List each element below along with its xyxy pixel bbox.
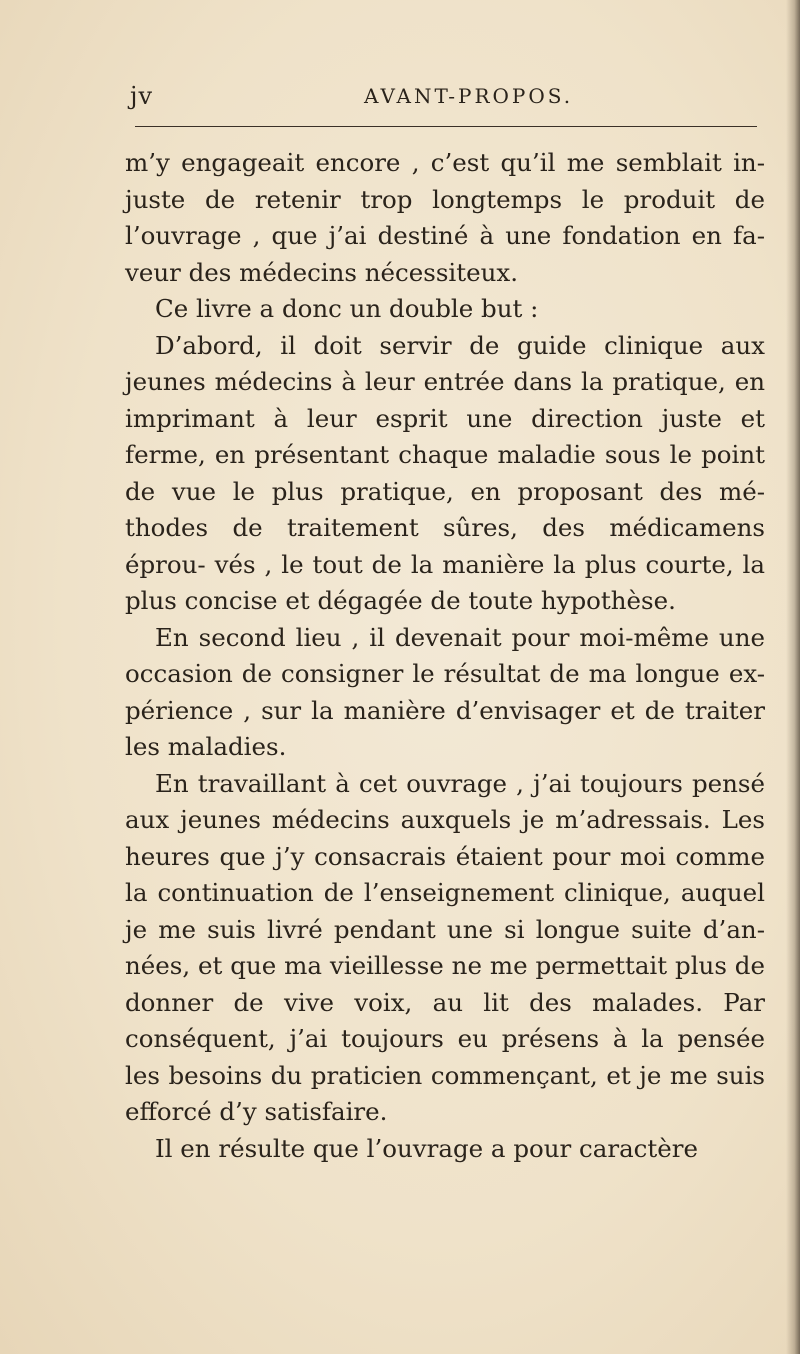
paragraph-3: D’abord, il doit servir de guide clinique aux jeunes médecins à leur entrée dans la pratique, en imprimant à leur esprit une direction juste et ferme, en présentant chaque maladie sous le point de vue le plus pratique, en proposant des mé- thodes de traitement sûres, des médicamens éprou- vés , le tout de la manière la plus courte, la plus concise et dégagée de toute hypothèse. <box>125 330 765 615</box>
paragraph-6: Il en résulte que l’ouvrage a pour caractère <box>155 1133 698 1163</box>
body-text <box>125 145 765 1167</box>
header-rule <box>135 126 757 127</box>
running-title: AVANT-PROPOS. <box>364 84 574 108</box>
page-number: jv <box>130 82 153 110</box>
paragraph-4: En second lieu , il devenait pour moi-même une occasion de consigner le résultat de ma longue ex- périence , sur la manière d’envisager et de traiter les maladies. <box>125 622 765 761</box>
paragraph-5: En travaillant à cet ouvrage , j’ai toujours pensé aux jeunes médecins auxquels je m’adressais. Les heures que j’y consacrais étaient pour moi comme la continuation de l’enseignement clinique, auquel je me suis livré pendant une si longue suite d’an- nées, et que ma vieillesse ne me permettait plus de donner de vive voix, au lit des malades. Par conséquent, j’ai toujours eu présens à la pensée les besoins du praticien commençant, et je me suis efforcé d’y satisfaire. <box>125 768 765 1126</box>
page-edge-shadow <box>786 0 800 1354</box>
paragraph-2: Ce livre a donc un double but : <box>155 294 539 323</box>
paragraph-1: m’y engageait encore , c’est qu’il me semblait in- juste de retenir trop longtemps le produit de l’ouvrage , que j’ai destiné à une fondation en fa- veur des médecins nécessiteux. <box>125 148 765 287</box>
page-header <box>130 82 760 112</box>
